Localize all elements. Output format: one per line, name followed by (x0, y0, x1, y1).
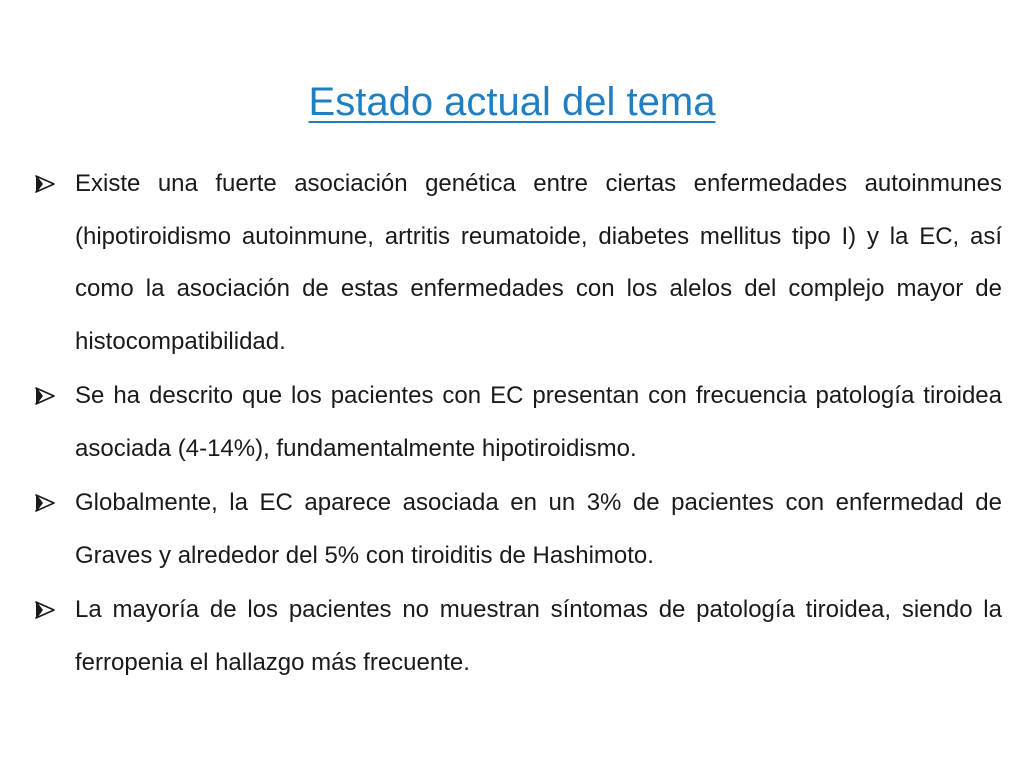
arrow-bullet-icon (30, 477, 75, 529)
slide-title: Estado actual del tema (308, 80, 716, 124)
bullet-item (30, 584, 1002, 689)
arrow-bullet-icon (30, 158, 75, 210)
bullet-item (30, 158, 1002, 368)
arrow-bullet-icon (30, 370, 75, 422)
bullet-item (30, 370, 1002, 475)
bullet-text: Se ha descrito que los pacientes con EC presentan con frecuencia patología tiroidea asociada (4-14%), fundamentalmente hipotiroidismo. (75, 382, 1002, 462)
bullet-text: Globalmente, la EC aparece asociada en un 3% de pacientes con enfermedad de Graves y alrededor del 5% con tiroiditis de Hashimoto. (75, 489, 1002, 569)
bullet-item (30, 477, 1002, 582)
bullet-text: Existe una fuerte asociación genética entre ciertas enfermedades autoinmunes (hipotiroidismo autoinmune, artritis reumatoide, diabetes mellitus tipo I) y la EC, así como la asociación de estas enfermedades con los alelos del complejo mayor de histocompatibilidad. (75, 170, 1002, 355)
arrow-bullet-icon (30, 584, 75, 636)
bullet-text: La mayoría de los pacientes no muestran síntomas de patología tiroidea, siendo la ferropenia el hallazgo más frecuente. (75, 596, 1002, 676)
bullet-list (30, 158, 1002, 691)
